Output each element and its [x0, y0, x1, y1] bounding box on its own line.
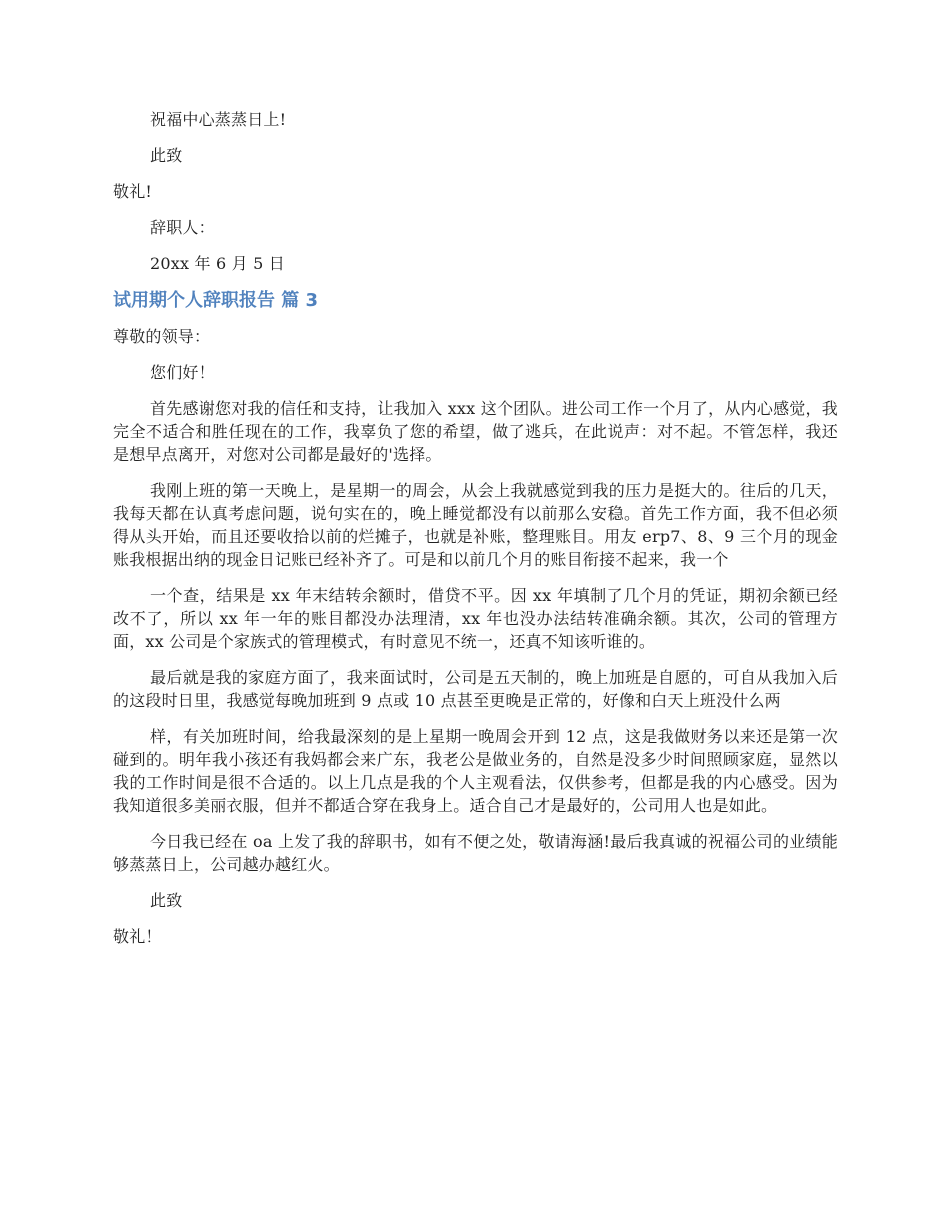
greeting-line: 您们好！	[150, 363, 215, 382]
closing-line: 此致	[150, 146, 183, 165]
letter-salute: 敬礼！	[113, 927, 162, 946]
addressee-line: 尊敬的领导：	[113, 327, 211, 346]
section-title: 试用期个人辞职报告 篇 3	[113, 290, 319, 311]
body-paragraph: 样，有关加班时间，给我最深刻的是上星期一晚周会开到 12 点，这是我做财务以来还是第一次碰到的。明年我小孩还有我妈都会来广东，我老公是做业务的，自然是没多少时间照顾家庭，显然以我的工作时间是很不合适的。以上几点是我的个人主观看法，仅供参考，但都是我的内心感受。因为我知道很多美丽衣服，但并不都适合穿在我身上。适合自己才是最好的，公司用人也是如此。	[113, 727, 838, 815]
body-paragraph: 今日我已经在 oa 上发了我的辞职书，如有不便之处，敬请海涵!最后我真诚的祝福公司的业绩能够蒸蒸日上，公司越办越红火。	[113, 832, 838, 874]
letter-closing: 此致	[150, 891, 183, 910]
body-paragraph: 我刚上班的第一天晚上，是星期一的周会，从会上我就感觉到我的压力是挺大的。往后的几天，我每天都在认真考虑问题，说句实在的，晚上睡觉都没有以前那么安稳。首先工作方面，我不但必须得从头开始，而且还要收拾以前的烂摊子，也就是补账，整理账目。用友 erp7、8、9 三个月的现金账我根据出纳的现金日记账已经补齐了。可是和以前几个月的账目衔接不起来，我一个	[113, 481, 838, 569]
body-paragraph: 一个查，结果是 xx 年末结转余额时，借贷不平。因 xx 年填制了几个月的凭证，期初余额已经改不了，所以 xx 年一年的账目都没办法理清，xx 年也没办法结转准确余额。其次，公司的管理方面，xx 公司是个家族式的管理模式，有时意见不统一，还真不知该听谁的。	[113, 586, 838, 651]
body-paragraph: 最后就是我的家庭方面了，我来面试时，公司是五天制的，晚上加班是自愿的，可自从我加入后的这段时日里，我感觉每晚加班到 9 点或 10 点甚至更晚是正常的，好像和白天上班没什么两	[113, 668, 838, 710]
wish-line: 祝福中心蒸蒸日上!	[150, 110, 287, 129]
salute-line: 敬礼!	[113, 182, 153, 201]
date-line: 20xx 年 6 月 5 日	[150, 254, 285, 273]
document-page	[113, 108, 838, 961]
body-paragraph: 首先感谢您对我的信任和支持，让我加入 xxx 这个团队。进公司工作一个月了，从内心感觉，我完全不适合和胜任现在的工作，我辜负了您的希望，做了逃兵，在此说声：对不起。不管怎样，我还是想早点离开，对您对公司都是最好的'选择。	[113, 399, 838, 464]
signer-label: 辞职人：	[150, 218, 215, 237]
